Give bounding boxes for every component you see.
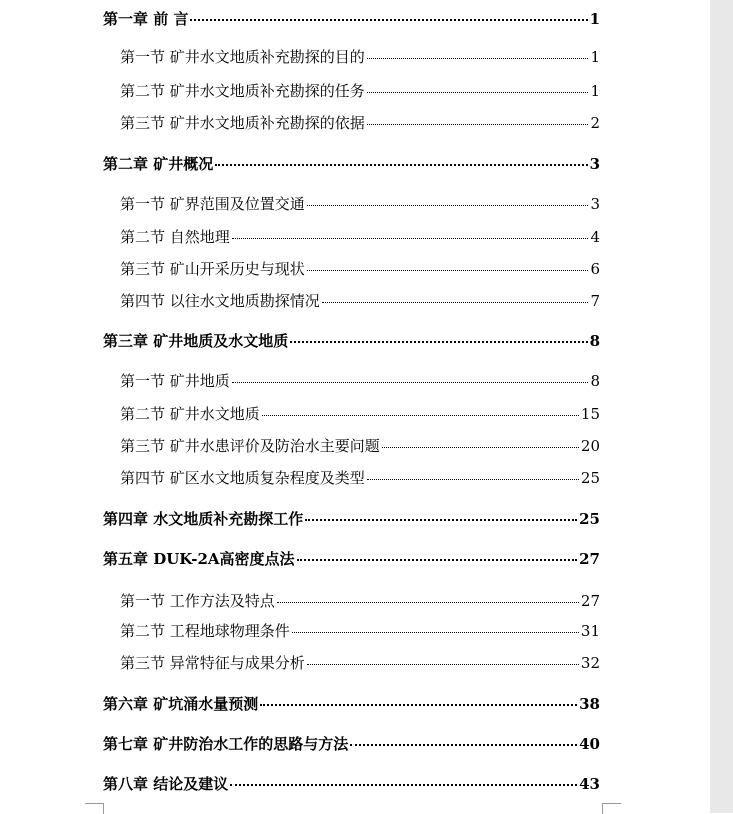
- toc-dot-leader: [322, 302, 589, 303]
- toc-section-entry[interactable]: [120, 226, 600, 247]
- toc-dot-leader: [307, 270, 589, 271]
- toc-dot-leader: [232, 382, 589, 383]
- toc-entry-title: 第五章 DUK-2A高密度点法: [103, 550, 295, 568]
- toc-page-number: 40: [579, 735, 600, 753]
- toc-dot-leader: [307, 664, 579, 665]
- toc-entry-title: 第六章 矿坑涌水量预测: [103, 695, 259, 713]
- page-corner-mark-right: [602, 803, 621, 814]
- toc-entry-title: 第二节 自然地理: [120, 228, 230, 246]
- toc-section-entry[interactable]: [120, 590, 600, 611]
- toc-page-number: 3: [589, 155, 600, 173]
- toc-dot-leader: [262, 415, 579, 416]
- page-corner-mark-left: [85, 803, 104, 814]
- toc-entry-title: 第一章 前 言: [103, 10, 189, 28]
- toc-dot-leader: [382, 447, 579, 448]
- toc-section-entry[interactable]: [120, 193, 600, 214]
- toc-entry-title: 第三节 矿井水患评价及防治水主要问题: [120, 437, 380, 455]
- toc-page-number: 27: [580, 592, 600, 610]
- toc-entry-title: 第三章 矿井地质及水文地质: [103, 332, 289, 350]
- toc-entry-title: 第三节 矿山开采历史与现状: [120, 260, 305, 278]
- toc-chapter-entry[interactable]: [103, 693, 600, 714]
- toc-dot-leader: [307, 205, 589, 206]
- toc-chapter-entry[interactable]: [103, 153, 600, 174]
- toc-entry-title: 第二节 矿井水文地质补充勘探的任务: [120, 82, 365, 100]
- toc-entry-title: 第二章 矿井概况: [103, 155, 214, 173]
- toc-entry-title: 第四节 矿区水文地质复杂程度及类型: [120, 469, 365, 487]
- toc-entry-title: 第八章 结论及建议: [103, 775, 229, 793]
- toc-chapter-entry[interactable]: [103, 548, 600, 569]
- toc-section-entry[interactable]: [120, 435, 600, 456]
- toc-page-number: 3: [590, 195, 600, 213]
- toc-page-number: 31: [580, 622, 600, 640]
- toc-section-entry[interactable]: [120, 403, 600, 424]
- toc-page-number: 32: [580, 654, 600, 672]
- toc-entry-title: 第四节 以往水文地质勘探情况: [120, 292, 320, 310]
- toc-entry-title: 第四章 水文地质补充勘探工作: [103, 510, 304, 528]
- toc-chapter-entry[interactable]: [103, 508, 600, 529]
- toc-page-number: 27: [579, 550, 600, 568]
- toc-page-number: 20: [580, 437, 600, 455]
- toc-page-number: 7: [590, 292, 600, 310]
- toc-section-entry[interactable]: [120, 112, 600, 133]
- toc-chapter-entry[interactable]: [103, 773, 600, 794]
- toc-dot-leader: [305, 519, 577, 521]
- toc-section-entry[interactable]: [120, 652, 600, 673]
- toc-chapter-entry[interactable]: [103, 8, 600, 29]
- toc-entry-title: 第一节 矿界范围及位置交通: [120, 195, 305, 213]
- toc-page-number: 8: [590, 372, 600, 390]
- toc-section-entry[interactable]: [120, 620, 600, 641]
- toc-page-number: 1: [589, 10, 600, 28]
- toc-dot-leader: [367, 92, 589, 93]
- toc-dot-leader: [292, 632, 579, 633]
- toc-dot-leader: [260, 704, 577, 706]
- toc-section-entry[interactable]: [120, 80, 600, 101]
- toc-section-entry[interactable]: [120, 467, 600, 488]
- toc-dot-leader: [215, 164, 587, 166]
- toc-entry-title: 第一节 矿井水文地质补充勘探的目的: [120, 48, 365, 66]
- toc-dot-leader: [297, 559, 578, 561]
- toc-page-number: 25: [579, 510, 600, 528]
- toc-page-number: 1: [590, 82, 600, 100]
- toc-page-number: 4: [590, 228, 600, 246]
- toc-dot-leader: [290, 341, 587, 343]
- toc-dot-leader: [277, 602, 579, 603]
- toc-section-entry[interactable]: [120, 290, 600, 311]
- toc-page-number: 15: [580, 405, 600, 423]
- toc-section-entry[interactable]: [120, 258, 600, 279]
- toc-page-number: 38: [579, 695, 600, 713]
- toc-entry-title: 第七章 矿井防治水工作的思路与方法: [103, 735, 349, 753]
- toc-dot-leader: [350, 744, 577, 746]
- toc-page-number: 1: [590, 48, 600, 66]
- toc-page-number: 6: [590, 260, 600, 278]
- toc-entry-title: 第三节 矿井水文地质补充勘探的依据: [120, 114, 365, 132]
- toc-chapter-entry[interactable]: [103, 733, 600, 754]
- toc-dot-leader: [232, 238, 589, 239]
- toc-entry-title: 第二节 工程地球物理条件: [120, 622, 290, 640]
- toc-entry-title: 第三节 异常特征与成果分析: [120, 654, 305, 672]
- toc-dot-leader: [230, 784, 577, 786]
- toc-dot-leader: [367, 124, 589, 125]
- window-gutter: [710, 0, 733, 813]
- toc-dot-leader: [190, 19, 587, 21]
- toc-page-number: 8: [589, 332, 600, 350]
- toc-dot-leader: [367, 58, 589, 59]
- toc-section-entry[interactable]: [120, 46, 600, 67]
- toc-entry-title: 第二节 矿井水文地质: [120, 405, 260, 423]
- toc-entry-title: 第一节 工作方法及特点: [120, 592, 275, 610]
- toc-dot-leader: [367, 479, 579, 480]
- toc-page-number: 43: [579, 775, 600, 793]
- toc-page-number: 2: [590, 114, 600, 132]
- toc-section-entry[interactable]: [120, 370, 600, 391]
- toc-page-number: 25: [580, 469, 600, 487]
- toc-chapter-entry[interactable]: [103, 330, 600, 351]
- toc-entry-title: 第一节 矿井地质: [120, 372, 230, 390]
